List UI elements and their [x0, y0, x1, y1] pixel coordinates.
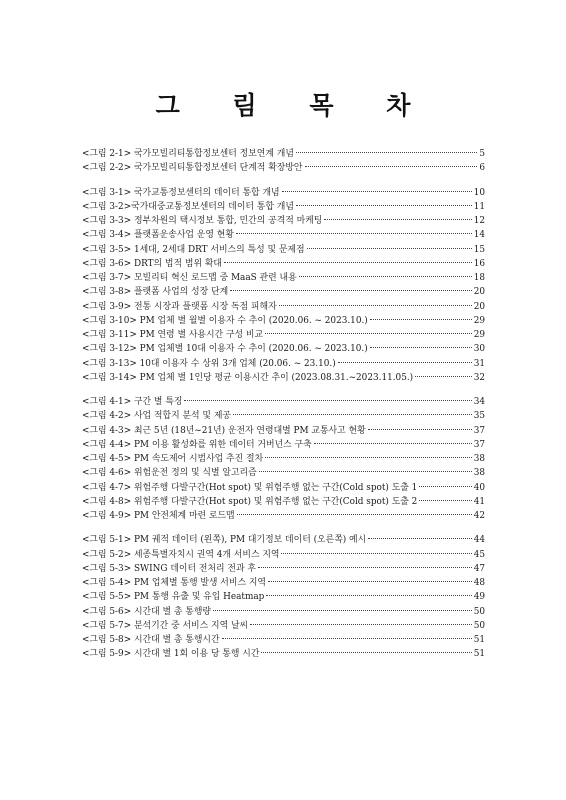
toc-entry-label: <그림 3-1> 국가교통정보센터의 데이터 통합 개념 — [82, 187, 280, 198]
dot-leader — [184, 400, 471, 401]
toc-entry-page-number: 38 — [473, 468, 485, 479]
dot-leader — [236, 233, 472, 234]
toc-entry[interactable] — [82, 257, 485, 271]
toc-entry-label: <그림 4-9> PM 안전체계 마련 로드맵 — [82, 511, 235, 521]
dot-leader — [265, 333, 472, 334]
dot-leader — [368, 538, 472, 539]
toc-entry-label: <그림 5-2> 세종특별자치시 권역 4개 서비스 지역 — [82, 549, 280, 560]
toc-entry-label: <그림 4-1> 구간 별 특징 — [82, 397, 183, 407]
toc-entry[interactable] — [82, 371, 485, 385]
toc-entry-label: <그림 3-12> PM 업체별 10대 이용자 수 추이 (2020.06. ~ 2023.10.) — [82, 344, 368, 355]
toc-entry[interactable] — [82, 605, 485, 619]
toc-entry-page-number: 45 — [473, 549, 485, 560]
toc-entry[interactable] — [82, 424, 485, 438]
toc-entry-page-number: 34 — [473, 397, 485, 407]
toc-entry-page-number: 51 — [473, 635, 485, 645]
dot-leader — [314, 443, 472, 444]
toc-entry-label: <그림 4-8> 위험주행 다발구간(Hot spot) 및 위험주행 없는 구간(Cold spot) 도출 2 — [82, 496, 418, 507]
toc-entry-page-number: 14 — [473, 230, 485, 241]
toc-entry-label: <그림 5-8> 시간대 별 총 통행시간 — [82, 635, 220, 645]
dot-leader — [368, 429, 472, 430]
toc-entry-page-number: 37 — [473, 439, 485, 450]
figure-list — [82, 147, 485, 662]
dot-leader — [419, 500, 471, 501]
toc-entry-label: <그림 5-7> 분석기간 중 서비스 지역 날씨 — [82, 620, 249, 631]
toc-entry-label: <그림 3-5> 1세대, 2세대 DRT 서비스의 특성 및 문제점 — [82, 244, 305, 255]
toc-entry-label: <그림 5-1> PM 궤적 데이터 (왼쪽), PM 대기정보 데이터 (오른쪽) 예시 — [82, 535, 367, 546]
toc-entry-label: <그림 3-6> DRT의 법적 범위 확대 — [82, 258, 222, 269]
toc-entry-page-number: 6 — [479, 163, 485, 174]
toc-entry[interactable] — [82, 495, 485, 509]
toc-entry-page-number: 41 — [473, 496, 485, 507]
toc-entry-page-number: 48 — [473, 578, 485, 588]
dot-leader — [266, 595, 471, 596]
toc-entry-label: <그림 3-11> PM 연령 별 사용시간 구성 비교 — [82, 330, 264, 340]
dot-leader — [222, 638, 472, 639]
toc-entry-label: <그림 2-2> 국가모빌리티통합정보센터 단계적 확장방안 — [82, 163, 303, 174]
toc-section — [82, 186, 485, 386]
dot-leader — [265, 457, 472, 458]
toc-entry-page-number: 35 — [473, 411, 485, 422]
toc-entry[interactable] — [82, 161, 485, 175]
dot-leader — [324, 219, 471, 220]
toc-entry-page-number: 47 — [473, 563, 485, 574]
toc-entry-label: <그림 4-6> 위험운전 정의 및 식별 알고리즘 — [82, 468, 257, 479]
toc-entry-label: <그림 4-4> PM 이용 활성화를 위한 데이터 거버넌스 구축 — [82, 439, 312, 450]
toc-entry[interactable] — [82, 285, 485, 299]
toc-entry-label: <그림 5-3> SWING 데이터 전처리 전과 후 — [82, 563, 256, 574]
toc-entry[interactable] — [82, 395, 485, 409]
toc-entry-label: <그림 4-3> 최근 5년 (18년~21년) 운전자 연령대별 PM 교통사고 현황 — [82, 425, 366, 436]
dot-leader — [296, 205, 472, 206]
toc-entry-label: <그림 3-8> 플랫폼 사업의 성장 단계 — [82, 287, 229, 298]
toc-entry-page-number: 29 — [473, 315, 485, 326]
toc-entry[interactable] — [82, 548, 485, 562]
toc-entry-label: <그림 4-2> 사업 적합지 분석 및 제공 — [82, 411, 231, 422]
toc-entry[interactable] — [82, 409, 485, 423]
toc-entry[interactable] — [82, 452, 485, 466]
toc-entry-page-number: 31 — [473, 358, 485, 369]
toc-entry[interactable] — [82, 619, 485, 633]
dot-leader — [259, 471, 472, 472]
toc-entry-label: <그림 4-7> 위험주행 다발구간(Hot spot) 및 위험주행 없는 구간(Cold spot) 도출 1 — [82, 482, 418, 493]
toc-entry-page-number: 29 — [473, 330, 485, 340]
toc-entry-page-number: 37 — [473, 425, 485, 436]
toc-entry[interactable] — [82, 228, 485, 242]
toc-entry-page-number: 50 — [473, 606, 485, 617]
dot-leader — [281, 553, 471, 554]
dot-leader — [296, 152, 477, 153]
toc-section — [82, 395, 485, 523]
toc-entry-label: <그림 3-2>국가대중교통정보센터의 데이터 통합 개념 — [82, 201, 294, 212]
toc-entry-page-number: 16 — [473, 258, 485, 269]
toc-entry[interactable] — [82, 314, 485, 328]
toc-entry-label: <그림 5-4> PM 업체별 통행 발생 서비스 지역 — [82, 578, 266, 588]
dot-leader — [370, 319, 472, 320]
toc-entry-page-number: 49 — [473, 592, 485, 603]
toc-entry-page-number: 20 — [473, 287, 485, 298]
toc-entry[interactable] — [82, 533, 485, 547]
toc-entry[interactable] — [82, 328, 485, 342]
toc-entry[interactable] — [82, 342, 485, 356]
toc-entry[interactable] — [82, 633, 485, 647]
toc-entry-page-number: 11 — [473, 201, 485, 212]
dot-leader — [250, 624, 472, 625]
toc-entry-page-number: 44 — [473, 535, 485, 546]
toc-entry-label: <그림 3-10> PM 업체 별 월별 이용자 수 추이 (2020.06. ~ 2023.10.) — [82, 315, 368, 326]
toc-entry[interactable] — [82, 590, 485, 604]
dot-leader — [230, 290, 472, 291]
toc-entry[interactable] — [82, 300, 485, 314]
toc-entry-label: <그림 3-7> 모빌리티 혁신 로드맵 중 MaaS 관련 내용 — [82, 273, 297, 283]
toc-entry[interactable] — [82, 466, 485, 480]
dot-leader — [370, 347, 472, 348]
toc-entry[interactable] — [82, 147, 485, 161]
dot-leader — [233, 414, 472, 415]
dot-leader — [307, 248, 472, 249]
toc-entry-page-number: 40 — [473, 482, 485, 493]
toc-entry-label: <그림 5-5> PM 통행 유출 및 유입 Heatmap — [82, 592, 265, 603]
toc-entry-label: <그림 4-5> PM 속도제어 시범사업 추진 절차 — [82, 454, 264, 464]
dot-leader — [338, 362, 472, 363]
toc-section — [82, 147, 485, 176]
toc-entry-page-number: 20 — [473, 301, 485, 312]
toc-entry-page-number: 42 — [473, 511, 485, 521]
toc-entry-page-number: 18 — [473, 273, 485, 283]
toc-entry-label: <그림 2-1> 국가모빌리티통합정보센터 정보연계 개념 — [82, 149, 294, 159]
dot-leader — [419, 486, 471, 487]
dot-leader — [415, 376, 472, 377]
toc-entry[interactable] — [82, 562, 485, 576]
dot-leader — [268, 581, 472, 582]
toc-entry[interactable] — [82, 576, 485, 590]
dot-leader — [282, 191, 472, 192]
toc-entry[interactable] — [82, 200, 485, 214]
toc-entry-page-number: 50 — [473, 620, 485, 631]
dot-leader — [237, 514, 472, 515]
dot-leader — [258, 567, 472, 568]
toc-entry-label: <그림 3-4> 플랫폼운송사업 운영 현황 — [82, 230, 234, 241]
toc-entry[interactable] — [82, 481, 485, 495]
toc-entry[interactable] — [82, 214, 485, 228]
dot-leader — [261, 652, 471, 653]
toc-entry-page-number: 5 — [479, 149, 485, 159]
dot-leader — [279, 305, 472, 306]
toc-entry-label: <그림 3-3> 정부차원의 택시정보 통합, 민간의 공격적 마케팅 — [82, 216, 323, 226]
toc-entry-page-number: 32 — [473, 372, 485, 383]
toc-entry-page-number: 30 — [473, 344, 485, 355]
toc-entry[interactable] — [82, 357, 485, 371]
toc-entry[interactable] — [82, 243, 485, 257]
dot-leader — [299, 276, 472, 277]
toc-entry[interactable] — [82, 271, 485, 285]
toc-entry[interactable] — [82, 186, 485, 200]
dot-leader — [213, 610, 472, 611]
toc-entry[interactable] — [82, 509, 485, 523]
toc-entry-page-number: 12 — [473, 216, 485, 226]
toc-entry-label: <그림 3-14> PM 업체 별 1인당 평균 이용시간 추이 (2023.08.31.~2023.11.05.) — [82, 372, 414, 383]
toc-entry-label: <그림 3-9> 전통 시장과 플랫폼 시장 독점 피해자 — [82, 301, 277, 312]
toc-entry-label: <그림 5-6> 시간대 별 총 통행량 — [82, 606, 212, 617]
dot-leader — [305, 166, 478, 167]
page-title: 그 림 목 차 — [155, 91, 433, 120]
toc-entry-label: <그림 5-9> 시간대 별 1회 이용 당 통행 시간 — [82, 649, 260, 660]
toc-entry-page-number: 10 — [473, 187, 485, 198]
toc-entry-page-number: 51 — [473, 649, 485, 660]
dot-leader — [224, 262, 472, 263]
toc-entry[interactable] — [82, 647, 485, 661]
toc-entry[interactable] — [82, 438, 485, 452]
toc-entry-page-number: 15 — [473, 244, 485, 255]
toc-section — [82, 533, 485, 661]
toc-entry-page-number: 38 — [473, 454, 485, 464]
toc-entry-label: <그림 3-13> 10대 이용자 수 상위 3개 업체 (20.06. ~ 23.10.) — [82, 358, 336, 369]
